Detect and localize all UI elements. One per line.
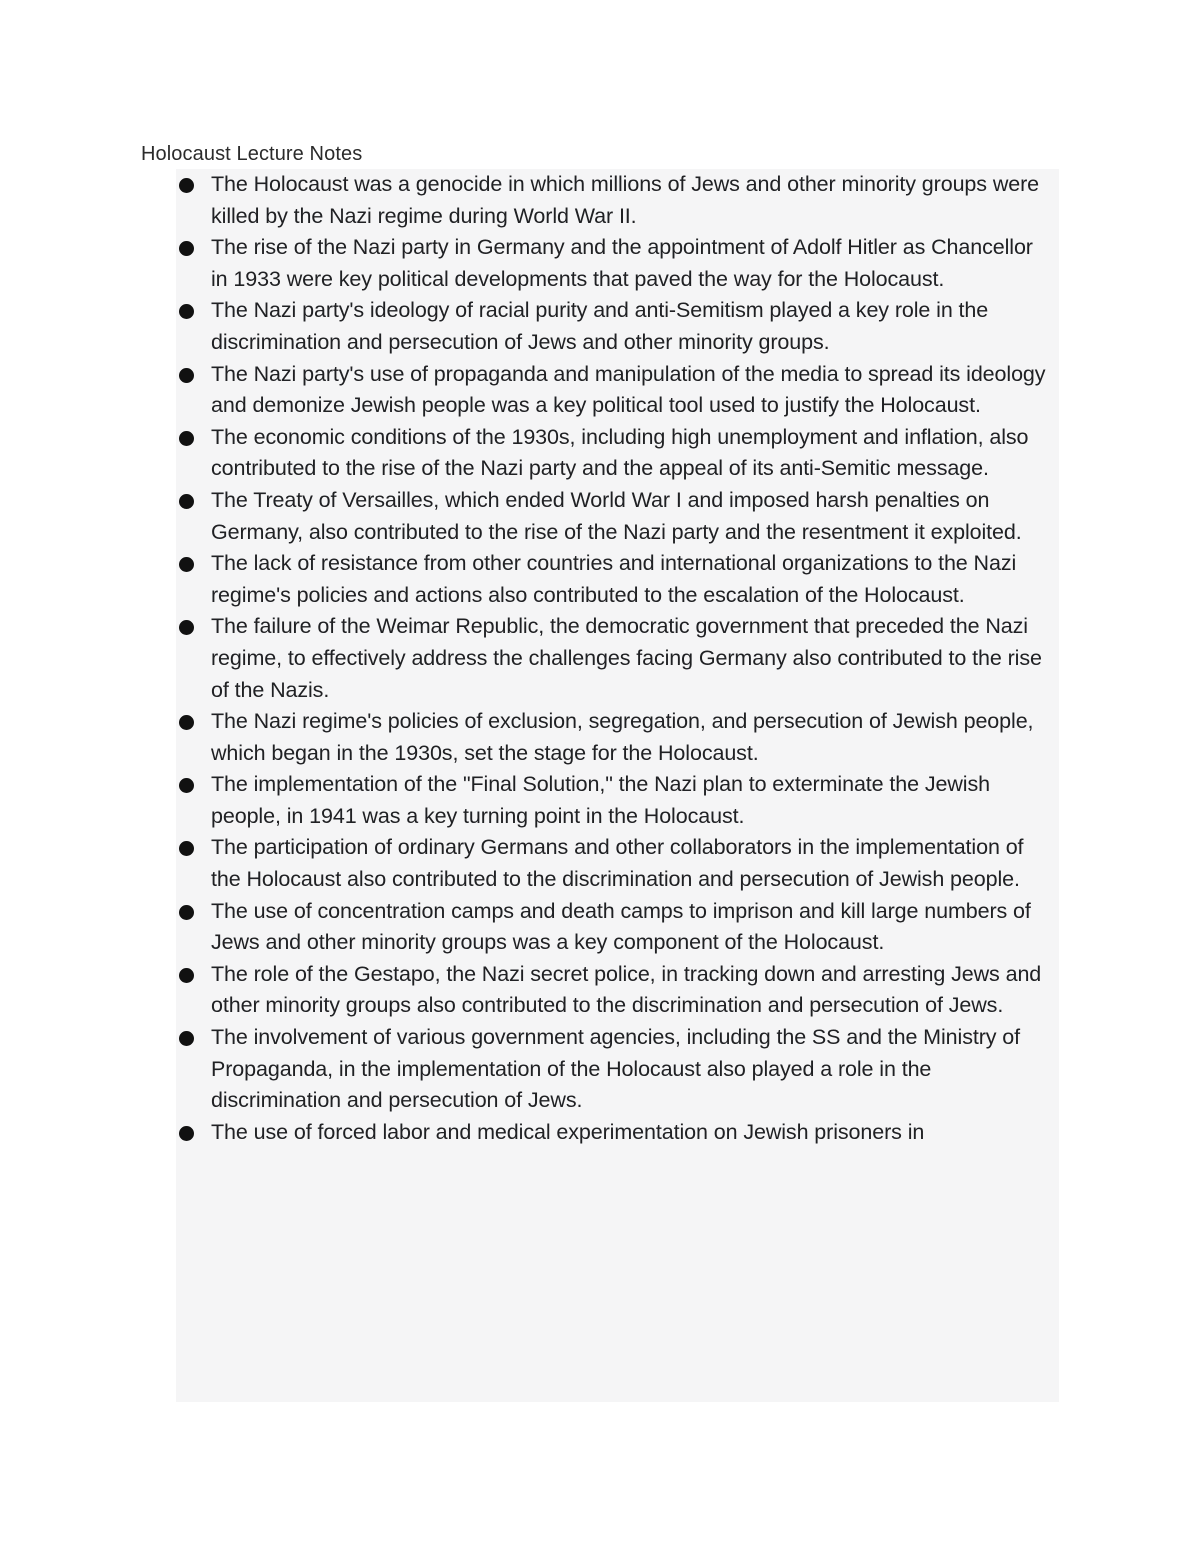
bullet-text: The economic conditions of the 1930s, including high unemployment and inflation, also contributed to the rise of the Nazi party and the appeal of its anti-Semitic message. [211, 424, 1029, 481]
bullet-item [176, 1022, 1059, 1117]
bullet-dot-icon [179, 431, 194, 446]
bullet-item [176, 295, 1059, 358]
bullet-item [176, 1117, 1059, 1149]
bullet-list [176, 169, 1059, 1148]
bullet-dot-icon [179, 241, 194, 256]
bullet-dot-icon [179, 778, 194, 793]
bullet-text: The Nazi party's ideology of racial purity and anti-Semitism played a key role in the discrimination and persecution of Jews and other minority groups. [211, 298, 989, 354]
bullet-text: The involvement of various government agencies, including the SS and the Ministry of Propaganda, in the implementation of the Holocaust also played a role in the discrimination and persecution of Jews. [211, 1025, 1021, 1113]
bullet-item [176, 548, 1059, 611]
bullet-item [176, 832, 1059, 895]
bullet-text: The use of concentration camps and death camps to imprison and kill large numbers of Jews and other minority groups was a key component of the Holocaust. [211, 898, 1031, 955]
bullet-dot-icon [179, 368, 194, 383]
bullet-dot-icon [179, 968, 194, 983]
bullet-item [176, 769, 1059, 832]
bullet-text: The Holocaust was a genocide in which millions of Jews and other minority groups were killed by the Nazi regime during World War II. [211, 172, 1040, 228]
bullet-dot-icon [179, 905, 194, 920]
bullet-text: The failure of the Weimar Republic, the democratic government that preceded the Nazi regime, to effectively address the challenges facing Germany also contributed to the rise of the Nazis. [211, 614, 1042, 702]
bullet-dot-icon [179, 1126, 194, 1141]
document-title: Holocaust Lecture Notes [141, 143, 363, 165]
bullet-text: The role of the Gestapo, the Nazi secret police, in tracking down and arresting Jews and other minority groups also contributed to the discrimination and persecution of Jews. [211, 961, 1042, 1018]
bullet-text: The implementation of the "Final Solution," the Nazi plan to exterminate the Jewish people, in 1941 was a key turning point in the Holocaust. [211, 772, 990, 828]
bullet-text: The Nazi party's use of propaganda and manipulation of the media to spread its ideology and demonize Jewish people was a key political tool used to justify the Holocaust. [211, 361, 1046, 418]
bullet-item [176, 359, 1059, 422]
bullet-item [176, 706, 1059, 769]
bullet-item [176, 959, 1059, 1022]
bullet-item [176, 422, 1059, 485]
bullet-item [176, 896, 1059, 959]
bullet-text: The participation of ordinary Germans and other collaborators in the implementation of the Holocaust also contributed to the discrimination and persecution of Jewish people. [211, 835, 1024, 892]
bullet-item [176, 485, 1059, 548]
bullet-text: The Nazi regime's policies of exclusion, segregation, and persecution of Jewish people, which began in the 1930s, set the stage for the Holocaust. [211, 709, 1034, 765]
bullet-dot-icon [179, 715, 194, 730]
lecture-notes-block [176, 169, 1059, 1402]
bullet-dot-icon [179, 1031, 194, 1046]
bullet-text: The Treaty of Versailles, which ended World War I and imposed harsh penalties on Germany, also contributed to the rise of the Nazi party and the resentment it exploited. [211, 487, 1022, 544]
bullet-text: The lack of resistance from other countries and international organizations to the Nazi regime's policies and actions also contributed to the escalation of the Holocaust. [211, 551, 1017, 607]
bullet-dot-icon [179, 620, 194, 635]
bullet-dot-icon [179, 304, 194, 319]
bullet-dot-icon [179, 557, 194, 572]
bullet-dot-icon [179, 178, 194, 193]
bullet-dot-icon [179, 494, 194, 509]
bullet-item [176, 232, 1059, 295]
bullet-item [176, 169, 1059, 232]
bullet-text: The rise of the Nazi party in Germany and the appointment of Adolf Hitler as Chancellor in 1933 were key political developments that paved the way for the Holocaust. [211, 235, 1033, 291]
bullet-dot-icon [179, 841, 194, 856]
bullet-text: The use of forced labor and medical experimentation on Jewish prisoners in [211, 1119, 925, 1144]
bullet-item [176, 611, 1059, 706]
